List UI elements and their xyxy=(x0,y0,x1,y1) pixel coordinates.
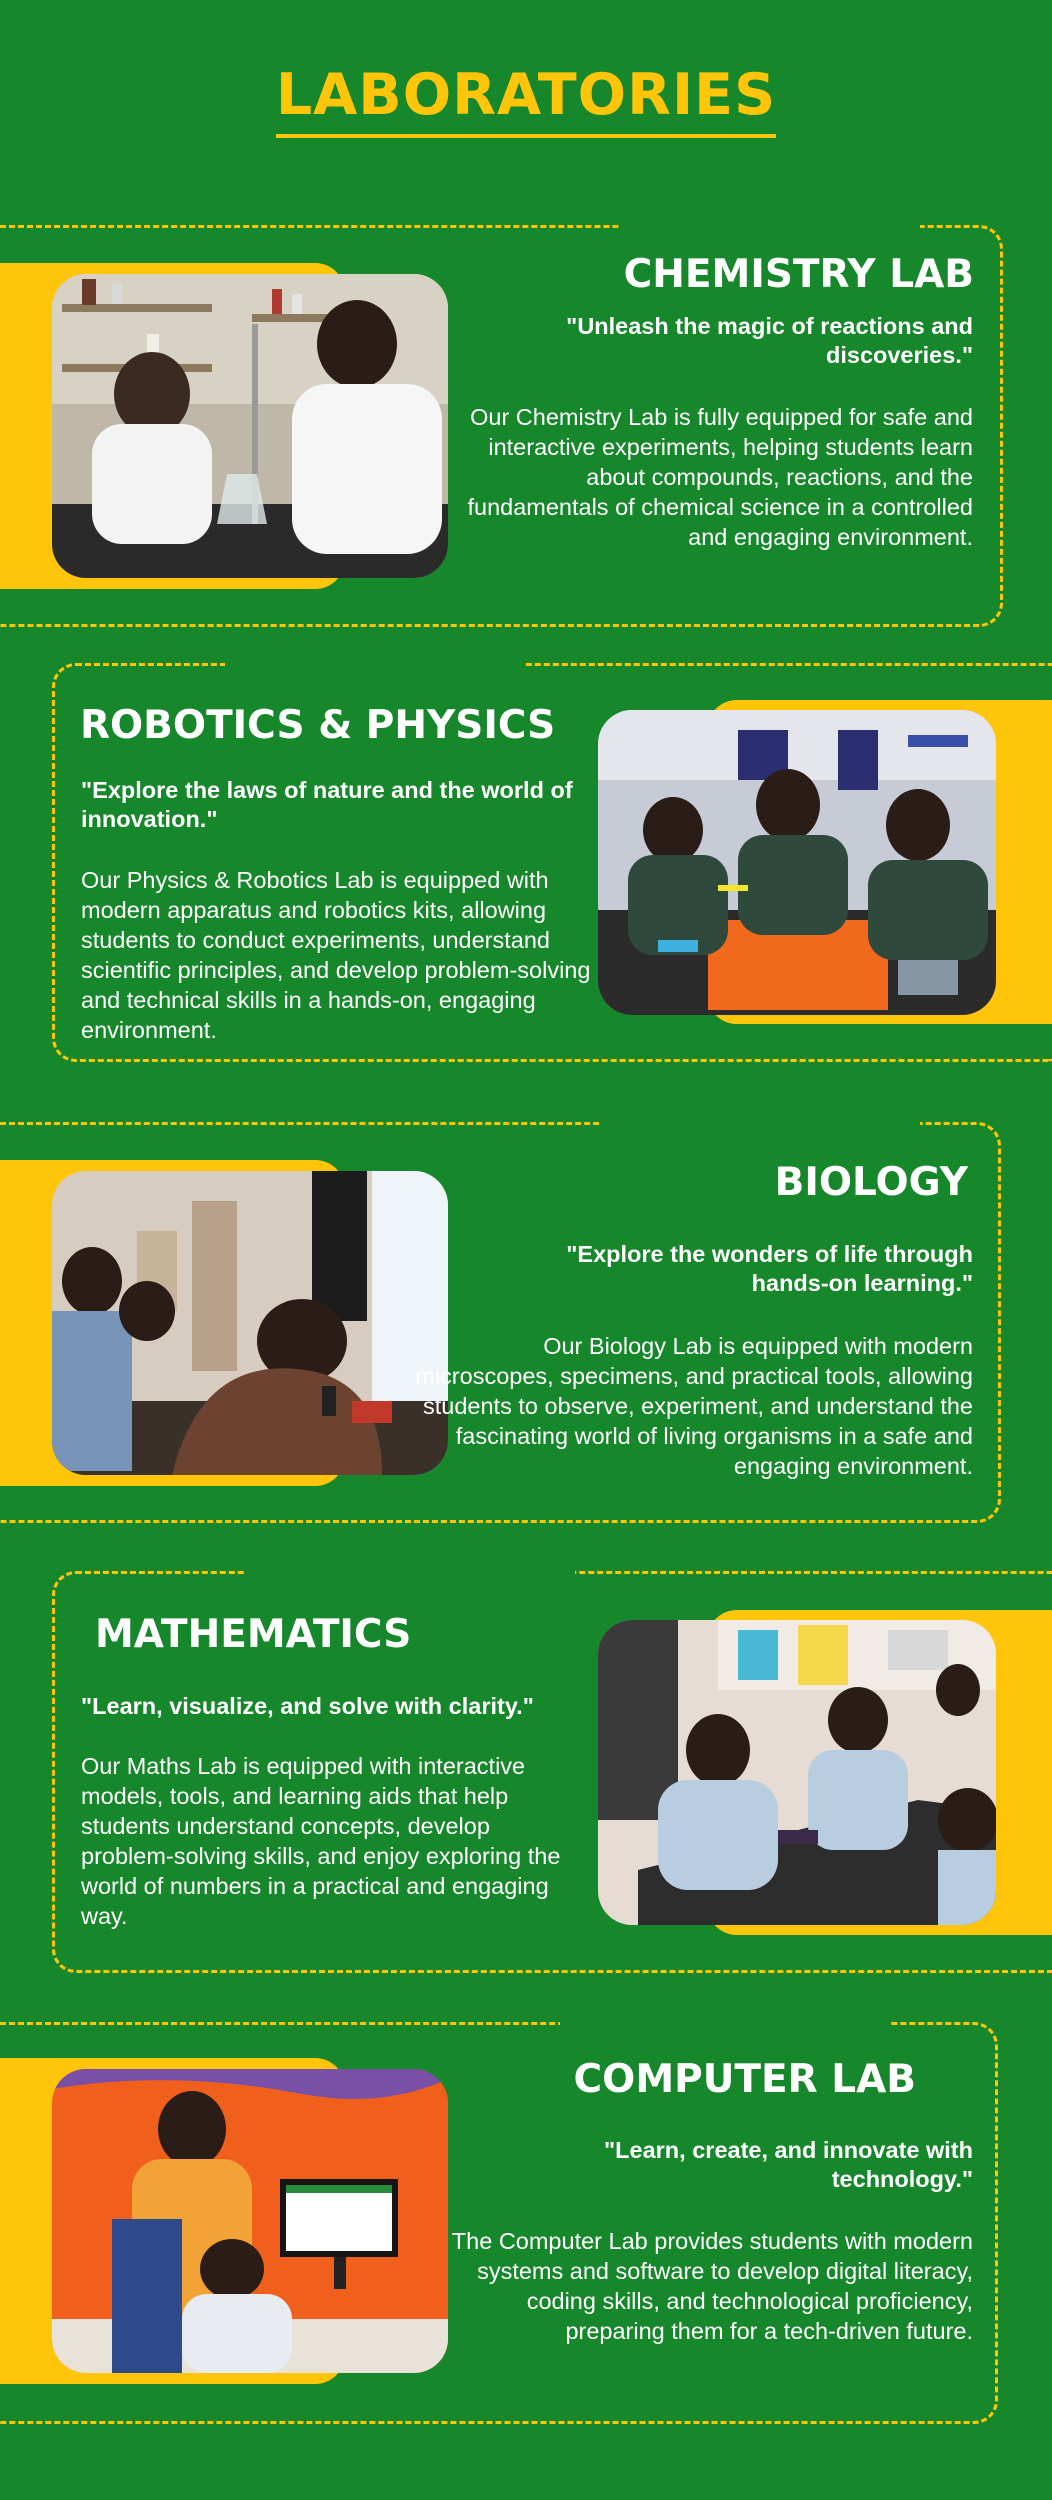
mathematics-lab-photo xyxy=(598,1620,996,1925)
lab-quote: "Learn, visualize, and solve with clarity." xyxy=(81,1693,534,1719)
lab-quote: "Learn, create, and innovate with technology." xyxy=(604,2137,973,2192)
lab-quote: "Explore the wonders of life through hands-on learning." xyxy=(566,1241,973,1296)
lab-description: The Computer Lab provides students with modern systems and software to develop digital literacy, coding skills, and technological proficiency, preparing them for a tech-driven future. xyxy=(451,2228,973,2344)
lab-quote: "Unleash the magic of reactions and discoveries." xyxy=(566,313,973,368)
lab-description: Our Biology Lab is equipped with modern microscopes, specimens, and practical tools, allowing students to observe, experiment, and understand the fascinating world of living organisms in a safe and engaging environment. xyxy=(415,1333,973,1479)
robotics-lab-photo xyxy=(598,710,996,1015)
lab-description: Our Maths Lab is equipped with interactive models, tools, and learning aids that help students understand concepts, develop problem-solving skills, and enjoy exploring the world of numbers in a practical and engaging way. xyxy=(81,1753,561,1929)
lab-heading: COMPUTER LAB xyxy=(573,2057,916,2102)
chemistry-lab-photo xyxy=(52,274,448,578)
lab-heading: CHEMISTRY LAB xyxy=(623,252,974,297)
lab-quote: "Explore the laws of nature and the world of innovation." xyxy=(81,777,573,832)
lab-description: Our Chemistry Lab is fully equipped for safe and interactive experiments, helping students learn about compounds, reactions, and the fundamentals of chemical science in a controlled and engaging environment. xyxy=(467,404,973,550)
page-title-wrap xyxy=(0,62,1052,138)
computer-lab-photo xyxy=(52,2069,448,2373)
biology-lab-photo xyxy=(52,1171,448,1475)
lab-description: Our Physics & Robotics Lab is equipped with modern apparatus and robotics kits, allowing students to conduct experiments, understand scientific principles, and develop problem-solving and technical skills in a hands-on, engaging environment. xyxy=(81,867,591,1043)
lab-heading: MATHEMATICS xyxy=(95,1612,412,1657)
lab-heading: ROBOTICS & PHYSICS xyxy=(80,703,556,748)
lab-heading: BIOLOGY xyxy=(774,1160,968,1205)
page-title: LABORATORIES xyxy=(276,62,776,138)
